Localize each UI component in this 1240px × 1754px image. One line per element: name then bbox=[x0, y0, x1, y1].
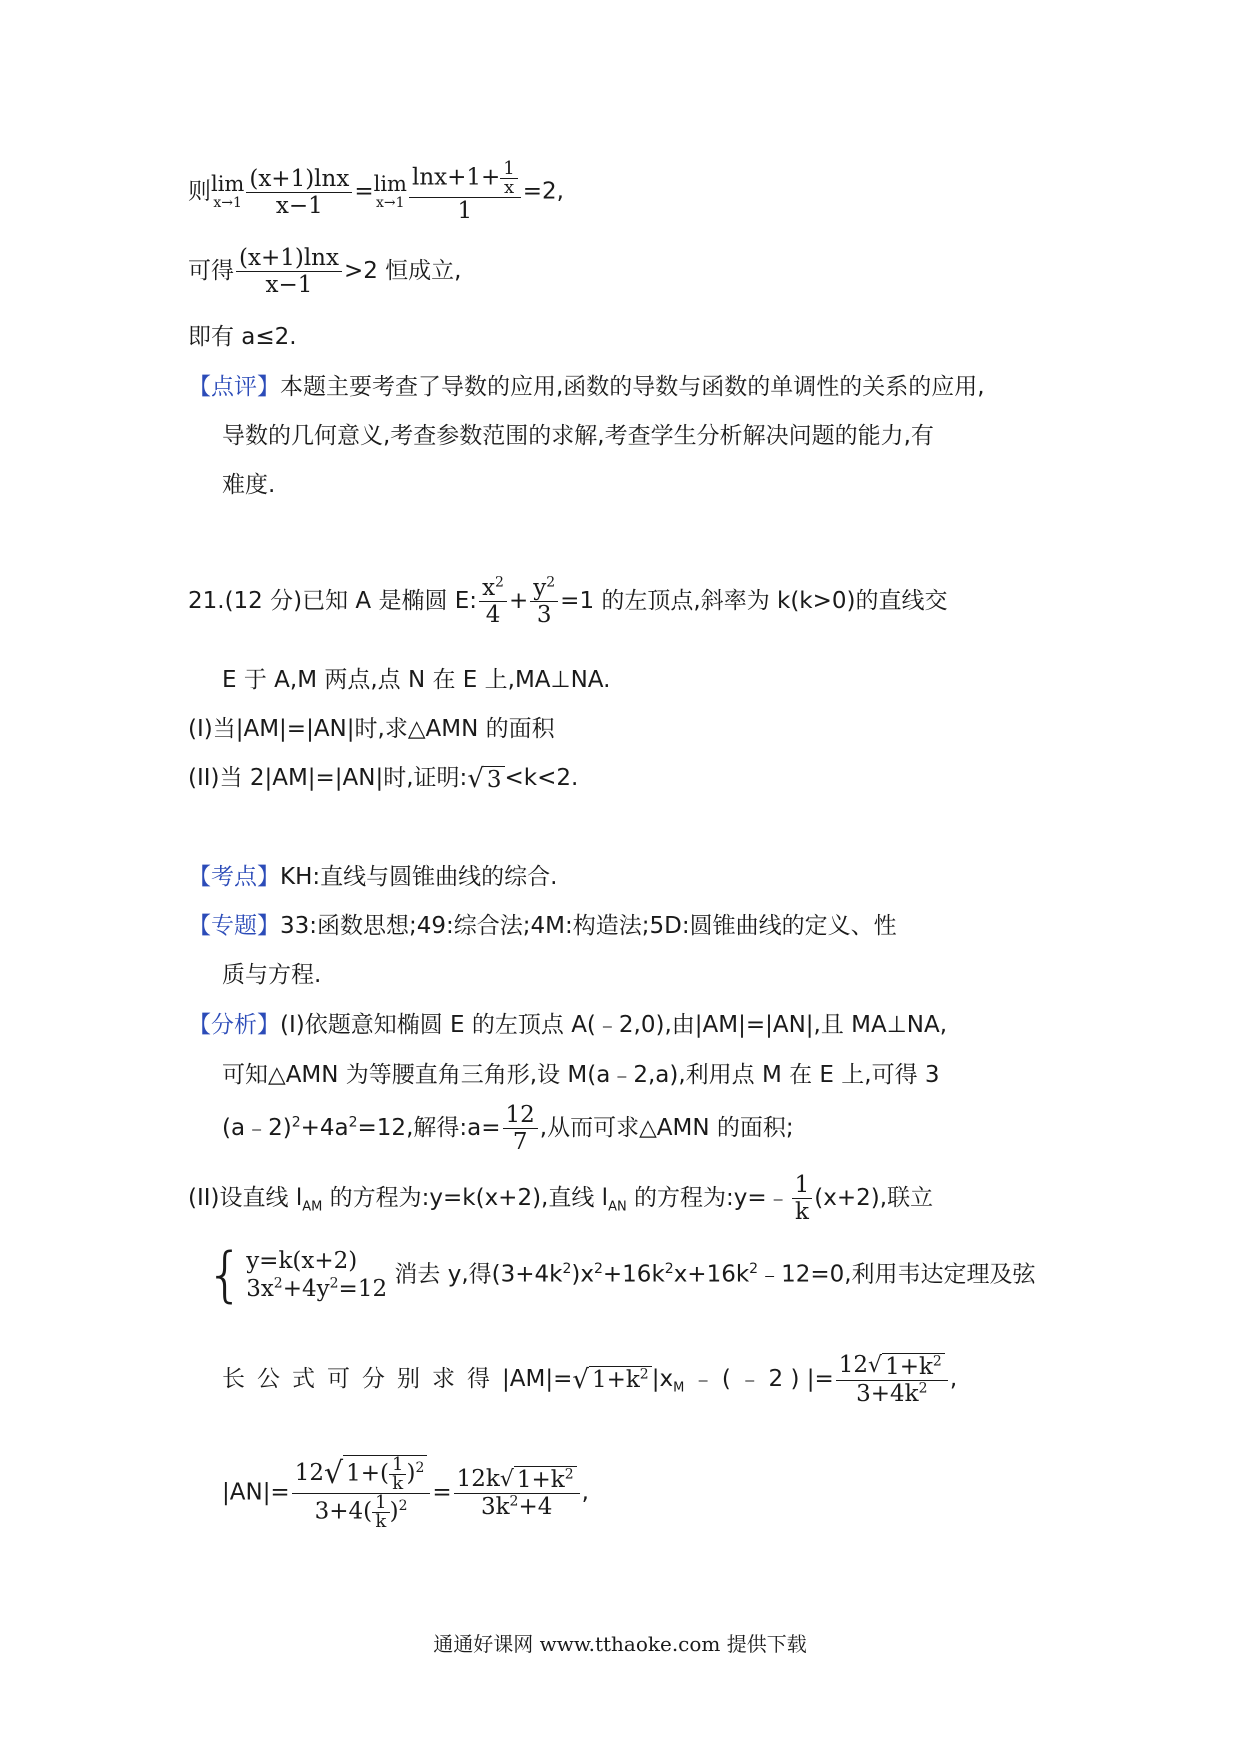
page-footer: 通通好课网 www.tthaoke.com 提供下载 bbox=[433, 1632, 807, 1656]
inequality-line: 可得 $\frac{(x+1)\ln x}{x-1}$ >2 恒成立, bbox=[188, 245, 462, 298]
an-length-equation: |AN|= 12√ 1+( $\frac{1}{k}$ )$^2$ 3+4( $\frac{1}{k}$ )$^2$ = $\frac{12k√ 1+k^2}{3k^2+4}$ , bbox=[222, 1454, 589, 1532]
comment-tag: 【点评】 bbox=[188, 374, 280, 400]
fraction-12-7: $\frac{12}{7}$ bbox=[503, 1102, 538, 1155]
analysis-line-5: { y=k(x+2) $3x^2+4y^2=12$ 消去 y,得$(3+4k^2)x^2+16k^2x+16k^2﹣12=0$,利用韦达定理及弦 bbox=[206, 1240, 1036, 1310]
analysis-line-6: 长公式可分别求得|AM|=√ $1+k^2$ $|x_M$ ﹣ ( ﹣ 2 ) |= $\frac{12√ 1+k^2}{3+4k^2}$ , bbox=[222, 1352, 958, 1407]
an-simplified-fraction: $\frac{12k√ 1+k^2}{3k^2+4}$ bbox=[454, 1466, 580, 1521]
analysis-tag: 【分析】 bbox=[188, 1012, 280, 1038]
question-21-part-1: (I)当|AM|=|AN|时,求△AMN 的面积 bbox=[188, 716, 555, 742]
fraction-2: lnx+1+ $\frac{1}{x}$ 1 bbox=[409, 160, 521, 224]
analysis-line-1: 【分析】(I)依题意知椭圆 E 的左顶点 A(﹣2,0),由|AM|=|AN|,且 MA⊥NA, bbox=[188, 1012, 948, 1038]
sqrt-3: √ 3 bbox=[467, 763, 504, 794]
knowledge-tag: 【考点】 bbox=[188, 864, 280, 890]
am-length-fraction: $\frac{12√ 1+k^2}{3+4k^2}$ bbox=[836, 1352, 948, 1407]
comment-line-1: 【点评】本题主要考查了导数的应用,函数的导数与函数的单调性的关系的应用, bbox=[188, 374, 985, 400]
conclusion-line: 即有 a≤2. bbox=[188, 324, 297, 350]
topic-tag: 【专题】 bbox=[188, 913, 280, 939]
system-brace: { bbox=[206, 1240, 245, 1310]
fraction-1-k: $\frac{1}{k}$ bbox=[792, 1172, 813, 1225]
topic-line-1: 【专题】33:函数思想;49:综合法;4M:构造法;5D:圆锥曲线的定义、性 bbox=[188, 913, 897, 939]
fraction: $\frac{(x+1)\ln x}{x-1}$ bbox=[246, 166, 352, 219]
lim-operator: lim x→1 bbox=[211, 172, 245, 211]
knowledge-point: 【考点】KH:直线与圆锥曲线的综合. bbox=[188, 864, 558, 890]
question-21-part-2: (II)当 2|AM|=|AN|时,证明:√ 3 <k<2. bbox=[188, 764, 579, 794]
fraction-3: $\frac{(x+1)\ln x}{x-1}$ bbox=[236, 245, 342, 298]
analysis-line-3: $(a﹣2)^2+4a^2=12$,解得:a= $\frac{12}{7}$ ,从而可求△AMN 的面积; bbox=[222, 1102, 794, 1155]
sqrt-1-plus-k2: √ $1+k^2$ bbox=[572, 1364, 651, 1395]
comment-line-3: 难度. bbox=[222, 472, 276, 498]
equation-system: y=k(x+2) $3x^2+4y^2=12$ bbox=[246, 1248, 388, 1302]
limit-equation: 则 lim x→1 $\frac{(x+1)\ln x}{x-1}$ = lim x→1 lnx+1+ $\frac{1}{x}$ 1 =2, bbox=[188, 158, 564, 224]
analysis-line-4: (II)设直线 $l_{AM}$ 的方程为:y=k(x+2),直线 $l_{AN}$ 的方程为:y=﹣ $\frac{1}{k}$ (x+2),联立 bbox=[188, 1172, 934, 1225]
comment-line-2: 导数的几何意义,考查参数范围的求解,考查学生分析解决问题的能力,有 bbox=[222, 423, 934, 449]
question-21-line-1: 21.(12 分)已知 A 是椭圆 E: $\frac{x^2}{4}$ + $\frac{y^2}{3}$ =1 的左顶点,斜率为 k(k>0)的直线交 bbox=[188, 574, 948, 628]
y-squared-over-3: $\frac{y^2}{3}$ bbox=[530, 575, 558, 628]
an-length-fraction: 12√ 1+( $\frac{1}{k}$ )$^2$ 3+4( $\frac{1}{k}$ )$^2$ bbox=[292, 1455, 431, 1531]
lim-operator-2: lim x→1 bbox=[373, 172, 407, 211]
analysis-line-2: 可知△AMN 为等腰直角三角形,设 M(a﹣2,a),利用点 M 在 E 上,可得 3 bbox=[222, 1062, 940, 1088]
question-21-line-2: E 于 A,M 两点,点 N 在 E 上,MA⊥NA. bbox=[222, 667, 611, 693]
x-squared-over-4: $\frac{x^2}{4}$ bbox=[479, 575, 507, 628]
topic-line-2: 质与方程. bbox=[222, 962, 322, 988]
